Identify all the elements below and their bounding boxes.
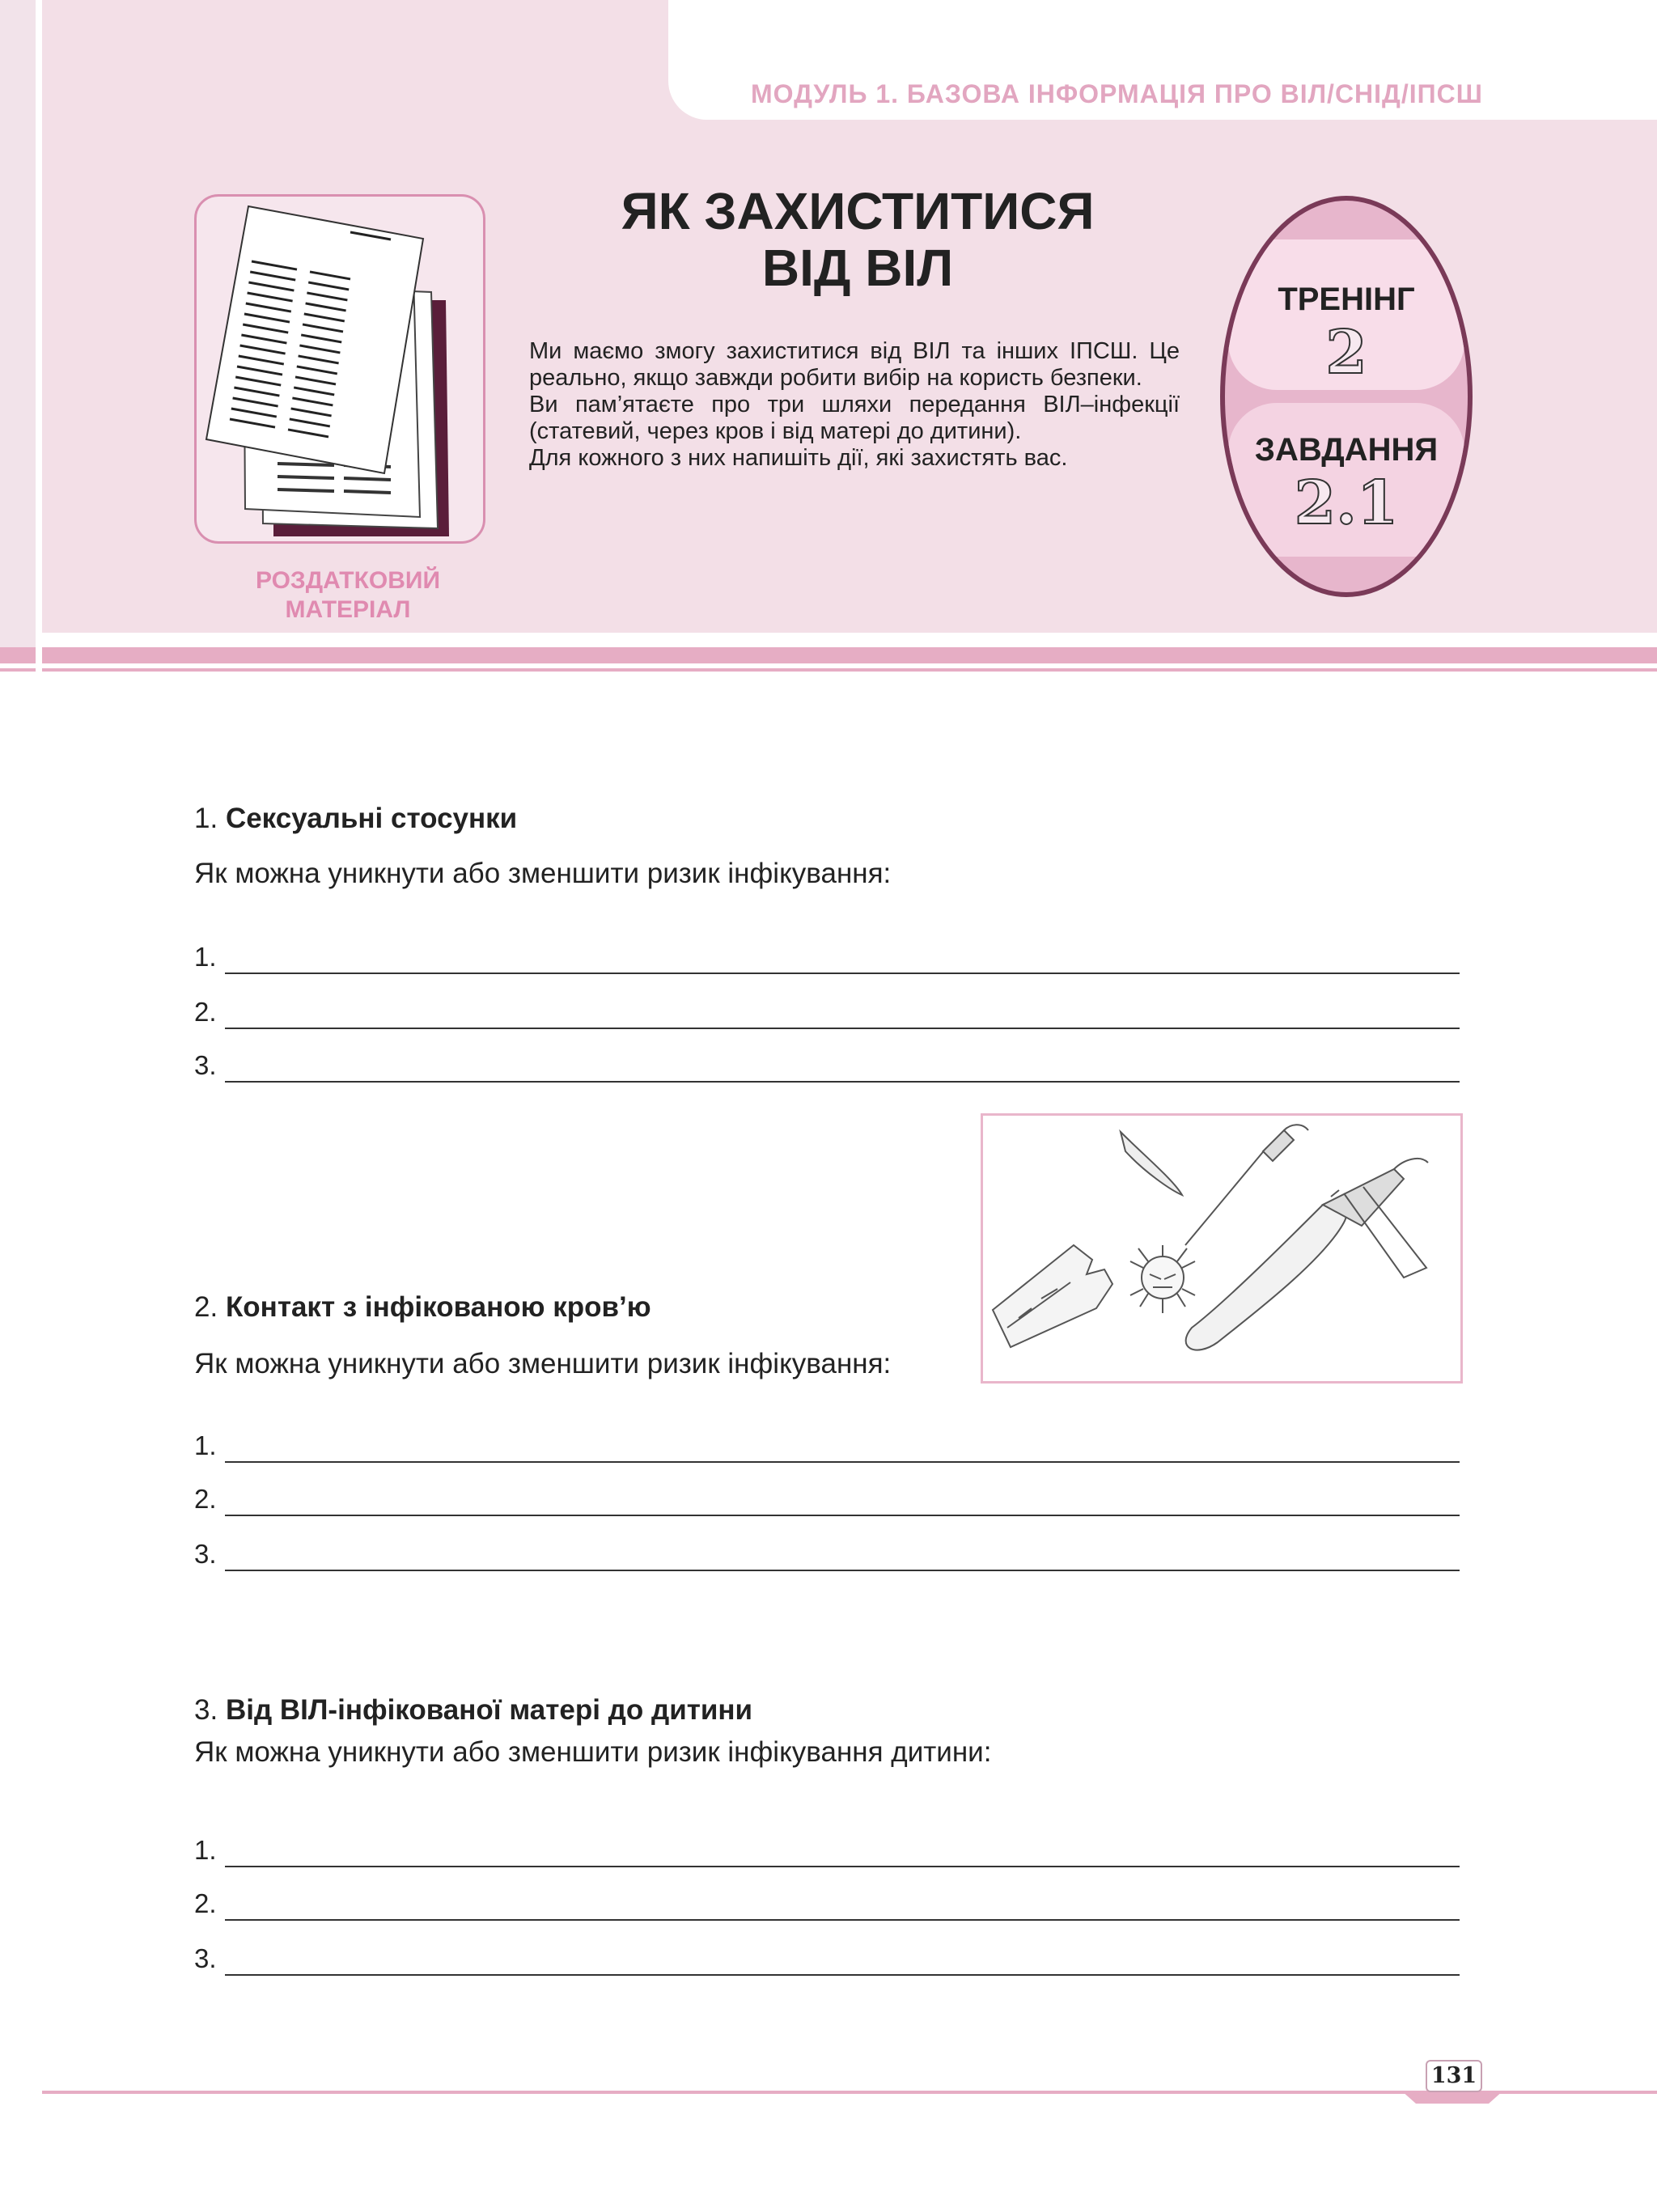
page-number: 131 bbox=[1426, 2060, 1482, 2092]
answer-underline bbox=[225, 1081, 1460, 1083]
answer-number: 3. bbox=[194, 1539, 217, 1569]
handout-label-line-2: МАТЕРІАЛ bbox=[285, 596, 411, 623]
answer-number: 1. bbox=[194, 1430, 217, 1460]
page-title bbox=[550, 183, 1165, 296]
handout-documents-icon bbox=[197, 197, 483, 541]
answer-line[interactable] bbox=[194, 939, 1460, 974]
answer-line[interactable] bbox=[194, 1885, 1460, 1921]
training-badge-bottom bbox=[1217, 432, 1476, 538]
section-3-title bbox=[194, 1694, 752, 1727]
answer-underline bbox=[225, 973, 1460, 974]
intro-text bbox=[529, 338, 1180, 472]
section-3-question: Як можна уникнути або зменшити ризик інфікування дитини: bbox=[194, 1736, 992, 1768]
answer-underline bbox=[225, 1974, 1460, 1976]
answer-line[interactable] bbox=[194, 994, 1460, 1029]
answer-number: 3. bbox=[194, 1050, 217, 1080]
sharp-objects-sketch bbox=[983, 1116, 1460, 1381]
header-stripe-thin bbox=[0, 668, 1657, 672]
intro-paragraph: Ми маємо змогу захиститися від ВІЛ та інших ІПСШ. Це реально, якщо завжди робити вибір на користь безпеки. bbox=[529, 338, 1180, 391]
stripe-gap bbox=[36, 644, 42, 676]
answer-underline bbox=[225, 1570, 1460, 1571]
answer-number: 2. bbox=[194, 1484, 217, 1514]
section-2-title bbox=[194, 1291, 651, 1324]
answer-number: 2. bbox=[194, 997, 217, 1027]
answer-line[interactable] bbox=[194, 1832, 1460, 1867]
answer-line[interactable] bbox=[194, 1940, 1460, 1976]
handout-frame bbox=[194, 194, 485, 544]
training-label: ТРЕНІНГ bbox=[1278, 282, 1415, 317]
training-badge bbox=[1217, 194, 1476, 599]
training-number: 2 bbox=[1325, 318, 1367, 388]
section-3-number: 3. bbox=[194, 1694, 218, 1726]
intro-paragraph: Для кожного з них напишіть дії, які захистять вас. bbox=[529, 445, 1068, 471]
left-margin-strip bbox=[0, 0, 36, 654]
section-1-number: 1. bbox=[194, 803, 218, 834]
page-title-line-2: ВІД ВІЛ bbox=[761, 239, 954, 297]
answer-underline bbox=[225, 1515, 1460, 1516]
section-2-question: Як можна уникнути або зменшити ризик інфікування: bbox=[194, 1348, 892, 1379]
section-1-heading: Сексуальні стосунки bbox=[225, 803, 518, 834]
answer-number: 3. bbox=[194, 1943, 217, 1973]
section-2-number: 2. bbox=[194, 1291, 218, 1323]
answer-number: 2. bbox=[194, 1888, 217, 1918]
training-badge-top bbox=[1217, 282, 1476, 388]
answer-line[interactable] bbox=[194, 1047, 1460, 1083]
answer-number: 1. bbox=[194, 1835, 217, 1865]
left-margin-divider bbox=[36, 0, 42, 633]
section-1-question: Як можна уникнути або зменшити ризик інфікування: bbox=[194, 858, 892, 889]
task-label: ЗАВДАННЯ bbox=[1254, 432, 1439, 468]
answer-underline bbox=[225, 1919, 1460, 1921]
answer-line[interactable] bbox=[194, 1481, 1460, 1516]
handout-label bbox=[194, 566, 502, 625]
section-1-title bbox=[194, 803, 517, 835]
page-title-line-1: ЯК ЗАХИСТИТИСЯ bbox=[621, 182, 1095, 240]
intro-paragraph: Ви пам’ятаєте про три шляхи передання ВІЛ–інфекції (статевий, через кров і від матері до дитини). bbox=[529, 392, 1180, 444]
answer-line[interactable] bbox=[194, 1427, 1460, 1463]
answer-underline bbox=[225, 1028, 1460, 1029]
module-title: МОДУЛЬ 1. БАЗОВА ІНФОРМАЦІЯ ПРО ВІЛ/СНІД/ІПСШ bbox=[751, 79, 1483, 108]
answer-underline bbox=[225, 1866, 1460, 1867]
section-3-heading: Від ВІЛ-інфікованої матері до дитини bbox=[225, 1694, 753, 1726]
answer-number: 1. bbox=[194, 942, 217, 972]
header-stripe bbox=[0, 647, 1657, 663]
handout-label-line-1: РОЗДАТКОВИЙ bbox=[255, 567, 441, 594]
answer-underline bbox=[225, 1461, 1460, 1463]
task-number: 2.1 bbox=[1294, 468, 1399, 538]
answer-line[interactable] bbox=[194, 1536, 1460, 1571]
blood-contact-illustration bbox=[981, 1113, 1463, 1384]
section-2-heading: Контакт з інфікованою кров’ю bbox=[225, 1291, 651, 1323]
